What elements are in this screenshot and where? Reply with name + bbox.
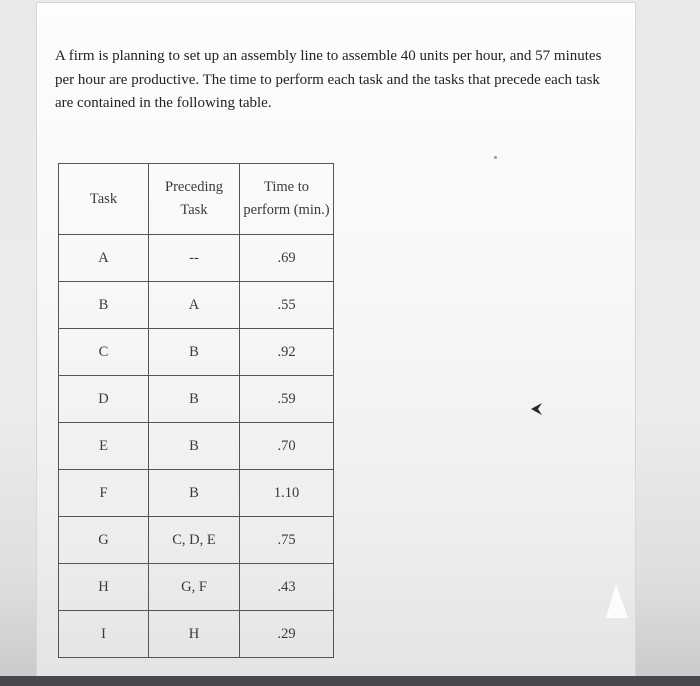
question-text: [55, 45, 625, 116]
header-preceding-line1: Preceding: [165, 179, 223, 195]
cell-time: 1.10: [240, 470, 334, 517]
cell-preceding: --: [149, 235, 240, 282]
cell-time: .69: [240, 235, 334, 282]
table-header-row: [59, 164, 334, 235]
table-row: [59, 235, 334, 282]
header-time-line2: perform (min.): [243, 202, 330, 218]
cell-task: B: [59, 282, 149, 329]
cell-time: .43: [240, 564, 334, 611]
cell-task: D: [59, 376, 149, 423]
cell-time: .75: [240, 517, 334, 564]
table-row: [59, 564, 334, 611]
header-time-to-perform: [240, 164, 334, 235]
table-row: [59, 423, 334, 470]
header-task: [59, 164, 149, 235]
bottom-bezel: [0, 676, 700, 686]
screen-speck: [494, 156, 497, 159]
table-row: [59, 376, 334, 423]
table-row: [59, 517, 334, 564]
cell-time: .29: [240, 611, 334, 658]
question-line: per hour are productive. The time to perform each task and the tasks that precede each task: [55, 71, 600, 88]
cell-preceding: G, F: [149, 564, 240, 611]
header-preceding-task: [149, 164, 240, 235]
screen-glare: [598, 582, 638, 622]
cell-preceding: H: [149, 611, 240, 658]
header-preceding-line2: Task: [180, 202, 208, 218]
cell-preceding: A: [149, 282, 240, 329]
cell-time: .55: [240, 282, 334, 329]
cell-preceding: B: [149, 376, 240, 423]
header-time-line1: Time to: [264, 179, 309, 195]
table-row: [59, 329, 334, 376]
cell-preceding: B: [149, 329, 240, 376]
question-line: are contained in the following table.: [55, 95, 272, 111]
table-row: [59, 282, 334, 329]
cell-preceding: C, D, E: [149, 517, 240, 564]
cell-task: G: [59, 517, 149, 564]
table-row: [59, 611, 334, 658]
cell-preceding: B: [149, 423, 240, 470]
cell-task: C: [59, 329, 149, 376]
cell-task: E: [59, 423, 149, 470]
header-task-label: Task: [89, 190, 118, 207]
cell-task: H: [59, 564, 149, 611]
cell-preceding: B: [149, 470, 240, 517]
cell-task: A: [59, 235, 149, 282]
mouse-pointer-icon: [530, 402, 544, 416]
question-line: A firm is planning to set up an assembly line to assemble 40 units per hour, and 57 minutes: [55, 48, 602, 64]
task-table: [58, 163, 334, 658]
cell-time: .70: [240, 423, 334, 470]
cell-time: .92: [240, 329, 334, 376]
cell-task: I: [59, 611, 149, 658]
cell-task: F: [59, 470, 149, 517]
cell-time: .59: [240, 376, 334, 423]
table-row: [59, 470, 334, 517]
